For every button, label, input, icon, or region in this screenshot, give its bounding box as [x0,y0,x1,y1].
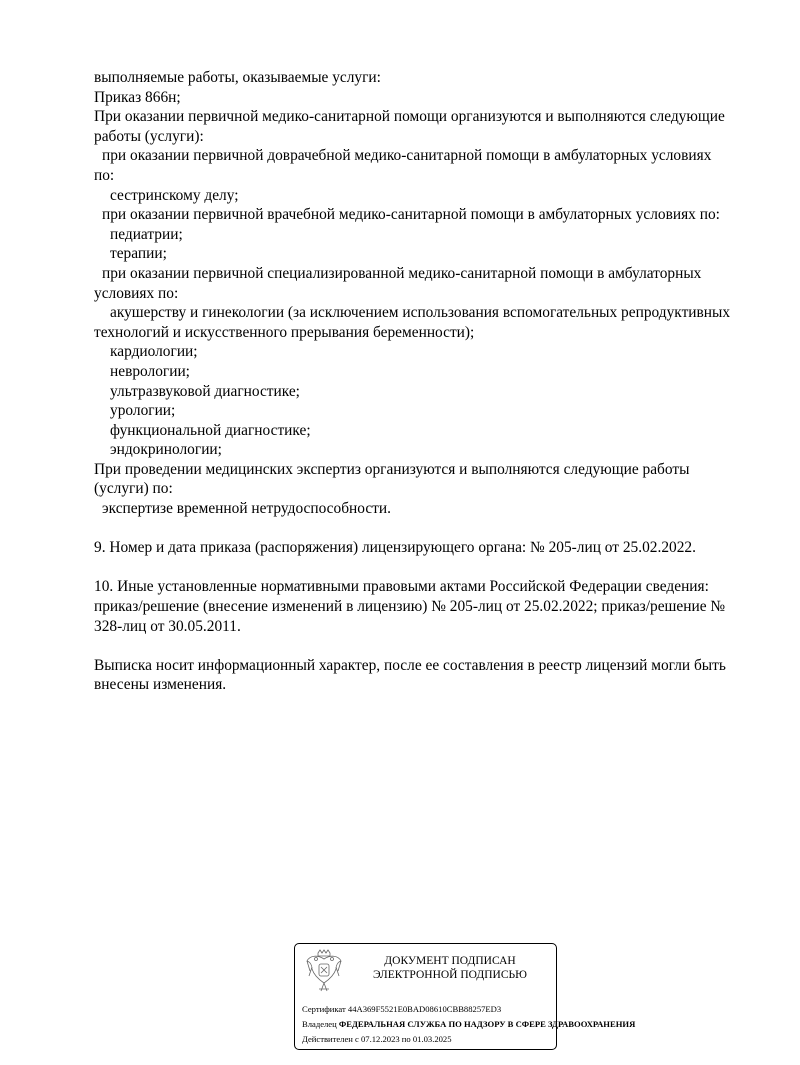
stamp-certificate [302,1002,635,1017]
stamp-title [355,954,545,982]
owner-label: Владелец [302,1019,339,1029]
document-line: работы (услуги): [94,127,204,145]
document-line: При проведении медицинских экспертиз организуются и выполняются следующие работы [94,460,690,478]
certificate-label: Сертификат [302,1004,348,1014]
document-line: 9. Номер и дата приказа (распоряжения) лицензирующего органа: № 205-лиц от 25.02.2022. [94,539,696,557]
document-line: Выписка носит информационный характер, после ее составления в реестр лицензий могли быть [94,656,726,674]
document-line: при оказании первичной специализированной медико-санитарной помощи в амбулаторных [102,264,702,282]
document-line: Приказ 866н; [94,88,181,106]
document-line: ультразвуковой диагностике; [110,382,300,400]
document-line: акушерству и гинекологии (за исключением использования вспомогательных репродуктивных [110,304,731,322]
document-line: по: [94,166,115,184]
document-line: функциональной диагностике; [110,421,311,439]
document-line: экспертизе временной нетрудоспособности. [102,500,391,518]
document-line: условиях по: [94,284,179,302]
document-line: эндокринологии; [110,441,222,459]
certificate-value: 44A369F5521E0BAD08610CBB88257ED3 [347,1004,502,1014]
document-line: приказ/решение (внесение изменений в лицензию) № 205-лиц от 25.02.2022; приказ/решение № [94,598,726,616]
blank-line [94,558,764,578]
document-line: педиатрии; [110,225,183,243]
document-line: При оказании первичной медико-санитарной помощи организуются и выполняются следующие [94,108,725,126]
document-line: 10. Иные установленные нормативными правовыми актами Российской Федерации сведения: [94,578,709,596]
document-line: при оказании первичной доврачебной медико-санитарной помощи в амбулаторных условиях [102,147,712,165]
document-line: технологий и искусственного прерывания беременности); [94,323,475,341]
document-line: 328-лиц от 30.05.2011. [94,617,241,635]
document-line: кардиологии; [110,343,198,361]
document-line: (услуги) по: [94,480,173,498]
stamp-title-line1: ДОКУМЕНТ ПОДПИСАН [384,955,516,967]
document-line: внесены изменения. [94,676,227,694]
blank-line [94,636,764,656]
stamp-details [302,1002,635,1047]
document-line: при оказании первичной врачебной медико-санитарной помощи в амбулаторных условиях по: [102,206,720,224]
document-line: терапии; [110,245,167,263]
stamp-title-line2: ЭЛЕКТРОННОЙ ПОДПИСЬЮ [373,969,527,981]
document-line: выполняемые работы, оказываемые услуги: [94,69,381,86]
document-body [94,68,764,695]
blank-line [94,519,764,539]
electronic-signature-stamp [294,943,636,1050]
coat-of-arms-icon [304,949,344,993]
document-line: неврологии; [110,362,190,380]
stamp-owner [302,1017,635,1032]
document-line: сестринскому делу; [110,186,239,204]
owner-value: ФЕДЕРАЛЬНАЯ СЛУЖБА ПО НАДЗОРУ В СФЕРЕ ЗДРАВООХРАНЕНИЯ [338,1019,636,1029]
stamp-validity: Действителен с 07.12.2023 по 01.03.2025 [302,1034,452,1044]
document-line: урологии; [110,402,176,420]
